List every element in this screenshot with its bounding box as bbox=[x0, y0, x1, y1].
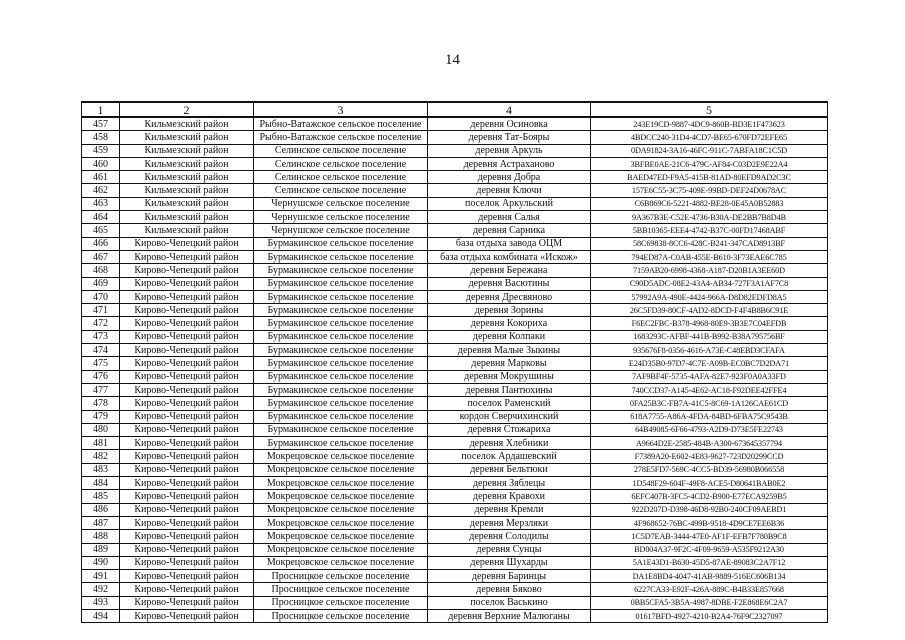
row-number-cell: 468 bbox=[82, 264, 120, 277]
row-number-cell: 470 bbox=[82, 290, 120, 303]
row-number-cell: 466 bbox=[82, 237, 120, 250]
table-row bbox=[82, 490, 828, 503]
row-number-cell: 474 bbox=[82, 344, 120, 357]
settlement-cell: Мокрецовское сельское поселение bbox=[254, 477, 428, 490]
district-cell: Кирово-Чепецкий район bbox=[120, 530, 254, 543]
guid-cell: DA1E8BD4-4047-41AB-9889-516EC606B134 bbox=[591, 570, 828, 583]
table-row bbox=[82, 450, 828, 463]
settlement-cell: Просницкое сельское поселение bbox=[254, 596, 428, 609]
col-district-header: 2 bbox=[120, 102, 254, 117]
district-cell: Кирово-Чепецкий район bbox=[120, 503, 254, 516]
district-cell: Кирово-Чепецкий район bbox=[120, 264, 254, 277]
row-number-cell: 461 bbox=[82, 171, 120, 184]
guid-cell: 3BFBE0AE-21C6-479C-AF84-C03D2E9E22A4 bbox=[591, 157, 828, 170]
guid-cell: 794ED87A-C0AB-455E-B610-3F73EAE6C785 bbox=[591, 250, 828, 263]
settlement-cell: Мокрецовское сельское поселение bbox=[254, 556, 428, 569]
guid-cell: 0BB5CFA5-3B5A-4987-8DBE-F2E868E6C2A7 bbox=[591, 596, 828, 609]
table-row bbox=[82, 250, 828, 263]
row-number-cell: 494 bbox=[82, 609, 120, 622]
guid-cell: 1683293C-AFBF-441B-B992-B38A795756BF bbox=[591, 330, 828, 343]
locality-cell: деревня Салья bbox=[428, 211, 591, 224]
guid-cell: 01617BFD-4927-4210-B2A4-76F9C2327097 bbox=[591, 609, 828, 622]
row-number-cell: 481 bbox=[82, 437, 120, 450]
guid-cell: E24D35B0-97D7-4C7E-A09B-EC0BC7D2DA71 bbox=[591, 357, 828, 370]
district-cell: Кирово-Чепецкий район bbox=[120, 304, 254, 317]
row-number-cell: 480 bbox=[82, 423, 120, 436]
settlement-cell: Селинское сельское поселение bbox=[254, 157, 428, 170]
table-row bbox=[82, 583, 828, 596]
locality-cell: деревня Кокорихa bbox=[428, 317, 591, 330]
settlement-cell: Бурмакинское сельское поселение bbox=[254, 344, 428, 357]
row-number-cell: 492 bbox=[82, 583, 120, 596]
settlement-cell: Бурмакинское сельское поселение bbox=[254, 410, 428, 423]
row-number-cell: 467 bbox=[82, 250, 120, 263]
locality-cell: деревня Кравохи bbox=[428, 490, 591, 503]
settlement-cell: Мокрецовское сельское поселение bbox=[254, 516, 428, 529]
table-row bbox=[82, 144, 828, 157]
locality-cell: база отдыха комбината «Искож» bbox=[428, 250, 591, 263]
guid-cell: A9664D2E-2585-484B-A300-673645357794 bbox=[591, 437, 828, 450]
table-row bbox=[82, 410, 828, 423]
settlement-cell: Бурмакинское сельское поселение bbox=[254, 317, 428, 330]
row-number-cell: 484 bbox=[82, 477, 120, 490]
table-row bbox=[82, 211, 828, 224]
district-cell: Кирово-Чепецкий район bbox=[120, 596, 254, 609]
registry-table bbox=[81, 101, 828, 623]
district-cell: Кирово-Чепецкий район bbox=[120, 477, 254, 490]
table-row bbox=[82, 530, 828, 543]
row-number-cell: 488 bbox=[82, 530, 120, 543]
locality-cell: деревня Хлебники bbox=[428, 437, 591, 450]
locality-cell: деревня Мерзляки bbox=[428, 516, 591, 529]
row-number-cell: 482 bbox=[82, 450, 120, 463]
district-cell: Кирово-Чепецкий район bbox=[120, 317, 254, 330]
district-cell: Кирово-Чепецкий район bbox=[120, 490, 254, 503]
table-row bbox=[82, 437, 828, 450]
row-number-cell: 458 bbox=[82, 131, 120, 144]
table-row bbox=[82, 237, 828, 250]
guid-cell: C6B869C6-5221-4882-BE28-0E45A0B52883 bbox=[591, 197, 828, 210]
guid-cell: 6227CA33-E92F-426A-889C-B4B33E857668 bbox=[591, 583, 828, 596]
table-row bbox=[82, 224, 828, 237]
locality-cell: деревня Зяблецы bbox=[428, 477, 591, 490]
guid-cell: 7AF9BF4F-5735-4AFA-82E7-923F0A0A33FD bbox=[591, 370, 828, 383]
row-number-cell: 475 bbox=[82, 357, 120, 370]
row-number-cell: 490 bbox=[82, 556, 120, 569]
row-number-cell: 489 bbox=[82, 543, 120, 556]
locality-cell: деревня Мокрушины bbox=[428, 370, 591, 383]
settlement-cell: Мокрецовское сельское поселение bbox=[254, 463, 428, 476]
settlement-cell: Селинское сельское поселение bbox=[254, 184, 428, 197]
table-row bbox=[82, 330, 828, 343]
guid-cell: 26C5FD39-80CF-4AD2-8DCD-F4F4B8B6C91E bbox=[591, 304, 828, 317]
guid-cell: 0DA91824-3A16-46FC-911C-7ABFA18C1C5D bbox=[591, 144, 828, 157]
district-cell: Кильмезский район bbox=[120, 197, 254, 210]
settlement-cell: Мокрецовское сельское поселение bbox=[254, 503, 428, 516]
settlement-cell: Селинское сельское поселение bbox=[254, 171, 428, 184]
locality-cell: деревня Шухарды bbox=[428, 556, 591, 569]
locality-cell: деревня Дресвяново bbox=[428, 290, 591, 303]
col-locality-header: 4 bbox=[428, 102, 591, 117]
table-row bbox=[82, 397, 828, 410]
settlement-cell: Бурмакинское сельское поселение bbox=[254, 370, 428, 383]
guid-cell: F7389A20-E602-4E83-9627-723D20299CCD bbox=[591, 450, 828, 463]
guid-cell: F6EC2FBC-B378-4968-80E9-3B3E7C04EFDB bbox=[591, 317, 828, 330]
district-cell: Кирово-Чепецкий район bbox=[120, 410, 254, 423]
locality-cell: деревня Сунцы bbox=[428, 543, 591, 556]
table-row bbox=[82, 383, 828, 396]
row-number-cell: 465 bbox=[82, 224, 120, 237]
locality-cell: деревня Бельтюки bbox=[428, 463, 591, 476]
settlement-cell: Мокрецовское сельское поселение bbox=[254, 490, 428, 503]
header-row bbox=[82, 102, 828, 117]
district-cell: Кирово-Чепецкий район bbox=[120, 556, 254, 569]
guid-cell: 243E19CD-9887-4DC9-860B-BD3E1F473623 bbox=[591, 117, 828, 131]
settlement-cell: Селинское сельское поселение bbox=[254, 144, 428, 157]
guid-cell: 157E6C55-3C75-409E-99BD-DEF24D0678AC bbox=[591, 184, 828, 197]
row-number-cell: 469 bbox=[82, 277, 120, 290]
row-number-cell: 487 bbox=[82, 516, 120, 529]
locality-cell: кордон Сверчихинский bbox=[428, 410, 591, 423]
col-settlement-header: 3 bbox=[254, 102, 428, 117]
table-row bbox=[82, 317, 828, 330]
district-cell: Кирово-Чепецкий район bbox=[120, 423, 254, 436]
guid-cell: 618A7755-A86A-4FDA-84BD-6FBA75C9543B bbox=[591, 410, 828, 423]
district-cell: Кирово-Чепецкий район bbox=[120, 450, 254, 463]
row-number-cell: 491 bbox=[82, 570, 120, 583]
guid-cell: 5BB10365-EEE4-4742-B37C-00FD17468ABF bbox=[591, 224, 828, 237]
locality-cell: деревня Верхние Малюганы bbox=[428, 609, 591, 622]
row-number-cell: 478 bbox=[82, 397, 120, 410]
table-row bbox=[82, 197, 828, 210]
locality-cell: деревня Баринцы bbox=[428, 570, 591, 583]
guid-cell: 4BDCC240-31D4-4CD7-BE65-670FD72EFE65 bbox=[591, 131, 828, 144]
locality-cell: деревня Ключи bbox=[428, 184, 591, 197]
district-cell: Кирово-Чепецкий район bbox=[120, 290, 254, 303]
guid-cell: 4F968652-76BC-499B-9518-4D9CE7EE6B36 bbox=[591, 516, 828, 529]
settlement-cell: Бурмакинское сельское поселение bbox=[254, 437, 428, 450]
table-body bbox=[82, 117, 828, 623]
row-number-cell: 473 bbox=[82, 330, 120, 343]
table-row bbox=[82, 503, 828, 516]
table-row bbox=[82, 370, 828, 383]
settlement-cell: Бурмакинское сельское поселение bbox=[254, 330, 428, 343]
locality-cell: поселок Васькино bbox=[428, 596, 591, 609]
row-number-cell: 483 bbox=[82, 463, 120, 476]
locality-cell: деревня Васютины bbox=[428, 277, 591, 290]
table-row bbox=[82, 277, 828, 290]
locality-cell: поселок Раменский bbox=[428, 397, 591, 410]
district-cell: Кирово-Чепецкий район bbox=[120, 543, 254, 556]
locality-cell: поселок Аркульский bbox=[428, 197, 591, 210]
row-number-cell: 457 bbox=[82, 117, 120, 131]
table-row bbox=[82, 596, 828, 609]
locality-cell: деревня Марковы bbox=[428, 357, 591, 370]
settlement-cell: Мокрецовское сельское поселение bbox=[254, 530, 428, 543]
district-cell: Кирово-Чепецкий район bbox=[120, 397, 254, 410]
district-cell: Кирово-Чепецкий район bbox=[120, 570, 254, 583]
guid-cell: 1D548F29-604F-49F8-ACE5-D80641BAB0E2 bbox=[591, 477, 828, 490]
district-cell: Кильмезский район bbox=[120, 171, 254, 184]
district-cell: Кильмезский район bbox=[120, 131, 254, 144]
table-row bbox=[82, 290, 828, 303]
settlement-cell: Мокрецовское сельское поселение bbox=[254, 543, 428, 556]
locality-cell: деревня Солодилы bbox=[428, 530, 591, 543]
settlement-cell: Чернушское сельское поселение bbox=[254, 211, 428, 224]
table-row bbox=[82, 171, 828, 184]
locality-cell: деревня Астраханово bbox=[428, 157, 591, 170]
row-number-cell: 464 bbox=[82, 211, 120, 224]
district-cell: Кильмезский район bbox=[120, 211, 254, 224]
settlement-cell: Бурмакинское сельское поселение bbox=[254, 304, 428, 317]
guid-cell: 6EFC407B-3FC5-4CD2-B900-E77ECA9259B5 bbox=[591, 490, 828, 503]
guid-cell: 922D207D-D398-46D8-92B0-240CF09AEBD1 bbox=[591, 503, 828, 516]
district-cell: Кирово-Чепецкий район bbox=[120, 383, 254, 396]
table-row bbox=[82, 609, 828, 622]
district-cell: Кирово-Чепецкий район bbox=[120, 370, 254, 383]
settlement-cell: Бурмакинское сельское поселение bbox=[254, 383, 428, 396]
table-header bbox=[82, 102, 828, 117]
table-row bbox=[82, 264, 828, 277]
locality-cell: деревня Пантюхины bbox=[428, 383, 591, 396]
district-cell: Кирово-Чепецкий район bbox=[120, 250, 254, 263]
row-number-cell: 486 bbox=[82, 503, 120, 516]
settlement-cell: Чернушское сельское поселение bbox=[254, 197, 428, 210]
locality-cell: деревня Аркуль bbox=[428, 144, 591, 157]
locality-cell: поселок Ардашевский bbox=[428, 450, 591, 463]
page-number: 14 bbox=[445, 52, 460, 68]
row-number-cell: 462 bbox=[82, 184, 120, 197]
row-number-cell: 493 bbox=[82, 596, 120, 609]
guid-cell: 58C69838-8CC6-428C-B241-347CAD8913BF bbox=[591, 237, 828, 250]
locality-cell: база отдыха завода ОЦМ bbox=[428, 237, 591, 250]
table-row bbox=[82, 516, 828, 529]
guid-cell: 935676F8-0356-4616-A73E-C48EBD3CFAFA bbox=[591, 344, 828, 357]
table-row bbox=[82, 463, 828, 476]
settlement-cell: Бурмакинское сельское поселение bbox=[254, 264, 428, 277]
guid-cell: 64B49085-6F66-4793-A2D9-D73E5FE22743 bbox=[591, 423, 828, 436]
settlement-cell: Чернушское сельское поселение bbox=[254, 224, 428, 237]
row-number-cell: 459 bbox=[82, 144, 120, 157]
settlement-cell: Бурмакинское сельское поселение bbox=[254, 290, 428, 303]
table-row bbox=[82, 477, 828, 490]
table-row bbox=[82, 344, 828, 357]
district-cell: Кильмезский район bbox=[120, 144, 254, 157]
locality-cell: деревня Кремли bbox=[428, 503, 591, 516]
district-cell: Кирово-Чепецкий район bbox=[120, 583, 254, 596]
guid-cell: 7159AB20-6998-4368-A187-D20B1A3EE60D bbox=[591, 264, 828, 277]
row-number-cell: 471 bbox=[82, 304, 120, 317]
table-row bbox=[82, 543, 828, 556]
row-number-cell: 463 bbox=[82, 197, 120, 210]
table-row bbox=[82, 423, 828, 436]
locality-cell: деревня Осиновка bbox=[428, 117, 591, 131]
locality-cell: деревня Бережана bbox=[428, 264, 591, 277]
district-cell: Кильмезский район bbox=[120, 157, 254, 170]
guid-cell: 57992A9A-490E-4424-966A-D8D82EDFD8A5 bbox=[591, 290, 828, 303]
guid-cell: 9A367B3E-C52E-4736-B30A-DE2BB7B8D4B bbox=[591, 211, 828, 224]
guid-cell: 5A1E43D1-B630-45D5-87AE-89083C2A7F12 bbox=[591, 556, 828, 569]
locality-cell: деревня Стожарихa bbox=[428, 423, 591, 436]
settlement-cell: Бурмакинское сельское поселение bbox=[254, 357, 428, 370]
col-number-header: 1 bbox=[82, 102, 120, 117]
settlement-cell: Просницкое сельское поселение bbox=[254, 609, 428, 622]
district-cell: Кильмезский район bbox=[120, 224, 254, 237]
table-row bbox=[82, 157, 828, 170]
table-row bbox=[82, 304, 828, 317]
district-cell: Кильмезский район bbox=[120, 184, 254, 197]
row-number-cell: 476 bbox=[82, 370, 120, 383]
district-cell: Кирово-Чепецкий район bbox=[120, 330, 254, 343]
settlement-cell: Рыбно-Ватажское сельское поселение bbox=[254, 131, 428, 144]
district-cell: Кильмезский район bbox=[120, 117, 254, 131]
district-cell: Кирово-Чепецкий район bbox=[120, 357, 254, 370]
district-cell: Кирово-Чепецкий район bbox=[120, 237, 254, 250]
district-cell: Кирово-Чепецкий район bbox=[120, 344, 254, 357]
table-row bbox=[82, 357, 828, 370]
row-number-cell: 485 bbox=[82, 490, 120, 503]
col-guid-header: 5 bbox=[591, 102, 828, 117]
locality-cell: деревня Бяково bbox=[428, 583, 591, 596]
locality-cell: деревня Добра bbox=[428, 171, 591, 184]
settlement-cell: Просницкое сельское поселение bbox=[254, 570, 428, 583]
settlement-cell: Бурмакинское сельское поселение bbox=[254, 423, 428, 436]
guid-cell: C90D5ADC-08E2-43A4-AB34-727F3A1AF7C8 bbox=[591, 277, 828, 290]
settlement-cell: Рыбно-Ватажское сельское поселение bbox=[254, 117, 428, 131]
district-cell: Кирово-Чепецкий район bbox=[120, 463, 254, 476]
table-row bbox=[82, 570, 828, 583]
row-number-cell: 460 bbox=[82, 157, 120, 170]
settlement-cell: Бурмакинское сельское поселение bbox=[254, 237, 428, 250]
settlement-cell: Мокрецовское сельское поселение bbox=[254, 450, 428, 463]
table-row bbox=[82, 184, 828, 197]
guid-cell: 1C5D7EAB-3444-47E0-AF1F-EFB7F780B9C8 bbox=[591, 530, 828, 543]
table-row bbox=[82, 117, 828, 131]
locality-cell: деревня Тат-Бояры bbox=[428, 131, 591, 144]
table-row bbox=[82, 131, 828, 144]
row-number-cell: 477 bbox=[82, 383, 120, 396]
table-row bbox=[82, 556, 828, 569]
locality-cell: деревня Зорины bbox=[428, 304, 591, 317]
row-number-cell: 472 bbox=[82, 317, 120, 330]
settlement-cell: Бурмакинское сельское поселение bbox=[254, 277, 428, 290]
district-cell: Кирово-Чепецкий район bbox=[120, 277, 254, 290]
locality-cell: деревня Малые Зыкины bbox=[428, 344, 591, 357]
settlement-cell: Бурмакинское сельское поселение bbox=[254, 250, 428, 263]
settlement-cell: Просницкое сельское поселение bbox=[254, 583, 428, 596]
guid-cell: 740CCD37-A145-4E62-AC18-F92DEE42FFE4 bbox=[591, 383, 828, 396]
row-number-cell: 479 bbox=[82, 410, 120, 423]
district-cell: Кирово-Чепецкий район bbox=[120, 609, 254, 622]
settlement-cell: Бурмакинское сельское поселение bbox=[254, 397, 428, 410]
guid-cell: 278E5FD7-569C-4CC5-BD39-56980B066558 bbox=[591, 463, 828, 476]
district-cell: Кирово-Чепецкий район bbox=[120, 516, 254, 529]
locality-cell: деревня Колпаки bbox=[428, 330, 591, 343]
guid-cell: 0FA25B3C-FB7A-41C5-8C69-1A126CAE61CD bbox=[591, 397, 828, 410]
locality-cell: деревня Сарника bbox=[428, 224, 591, 237]
guid-cell: BD004A37-9F2C-4F09-9659-A535F9212A30 bbox=[591, 543, 828, 556]
guid-cell: BAED47ED-F9A5-415B-81AD-80EFD9AD2C3C bbox=[591, 171, 828, 184]
district-cell: Кирово-Чепецкий район bbox=[120, 437, 254, 450]
